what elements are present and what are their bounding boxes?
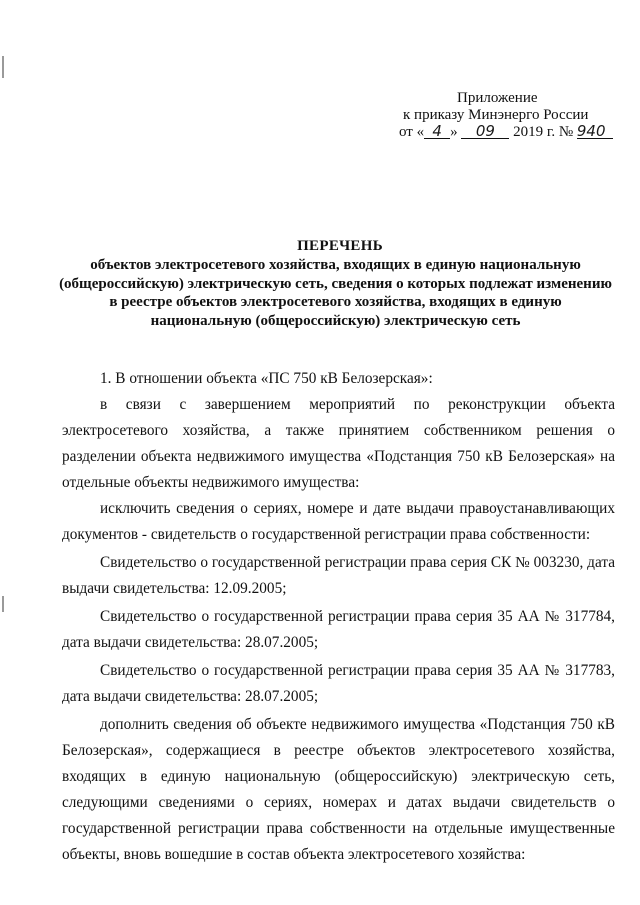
document-subtitle: объектов электросетевого хозяйства, входящих в единую национальную (общероссийскую) электрическую сеть, сведения о которых подлежат изменению в реестре объектов электросетевого хозяйства, входящих в единую национальную (общероссийскую) электрическую сеть: [59, 257, 612, 329]
document-body: [62, 366, 615, 868]
appendix-label: Приложение: [457, 90, 538, 106]
order-number: 940: [577, 124, 613, 139]
document-title: ПЕРЕЧЕНЬ: [297, 238, 383, 254]
order-month: 09: [461, 124, 509, 139]
body-paragraph: в связи с завершением мероприятий по реконструкции объекта электросетевого хозяйства, а также принятием собственником решения о разделении объекта недвижимого имущества «Подстанция 750 кВ Белозерская» на отдельные объекты недвижимого имущества:: [62, 396, 615, 491]
certificate-entry: Свидетельство о государственной регистрации права серия СК № 003230, дата выдачи свидетельства: 12.09.2005;: [62, 554, 615, 597]
body-paragraph: исключить сведения о сериях, номере и дате выдачи правоустанавливающих документов - свидетельств о государственной регистрации права собственности:: [62, 500, 615, 543]
approval-block: [399, 90, 619, 141]
body-paragraph: дополнить сведения об объекте недвижимого имущества «Подстанция 750 кВ Белозерская», содержащиеся в реестре объектов электросетевого хозяйства, входящих в единую национальную (общероссийскую) электрическую сеть, следующими сведениями о сериях, номерах и датах выдачи свидетельств о государственной регистрации права собственности на отдельные имущественные объекты, вновь вошедшие в состав объекта электросетевого хозяйства:: [62, 716, 615, 863]
scan-edge-mark: [2, 56, 4, 78]
order-year: 2019 г. №: [513, 124, 574, 140]
scan-edge-mark: [2, 596, 4, 612]
order-day: 4: [424, 124, 450, 139]
certificate-entry: Свидетельство о государственной регистрации права серия 35 АА № 317784, дата выдачи свидетельства: 28.07.2005;: [62, 608, 615, 651]
certificate-entry: Свидетельство о государственной регистрации права серия 35 АА № 317783, дата выдачи свидетельства: 28.07.2005;: [62, 662, 615, 705]
date-quote-close: »: [450, 124, 458, 140]
date-prefix: от «: [399, 124, 425, 140]
order-date-line: [399, 124, 619, 141]
order-reference: к приказу Минэнерго России: [403, 107, 589, 123]
item-1-heading: 1. В отношении объекта «ПС 750 кВ Белозерская»:: [100, 370, 433, 387]
